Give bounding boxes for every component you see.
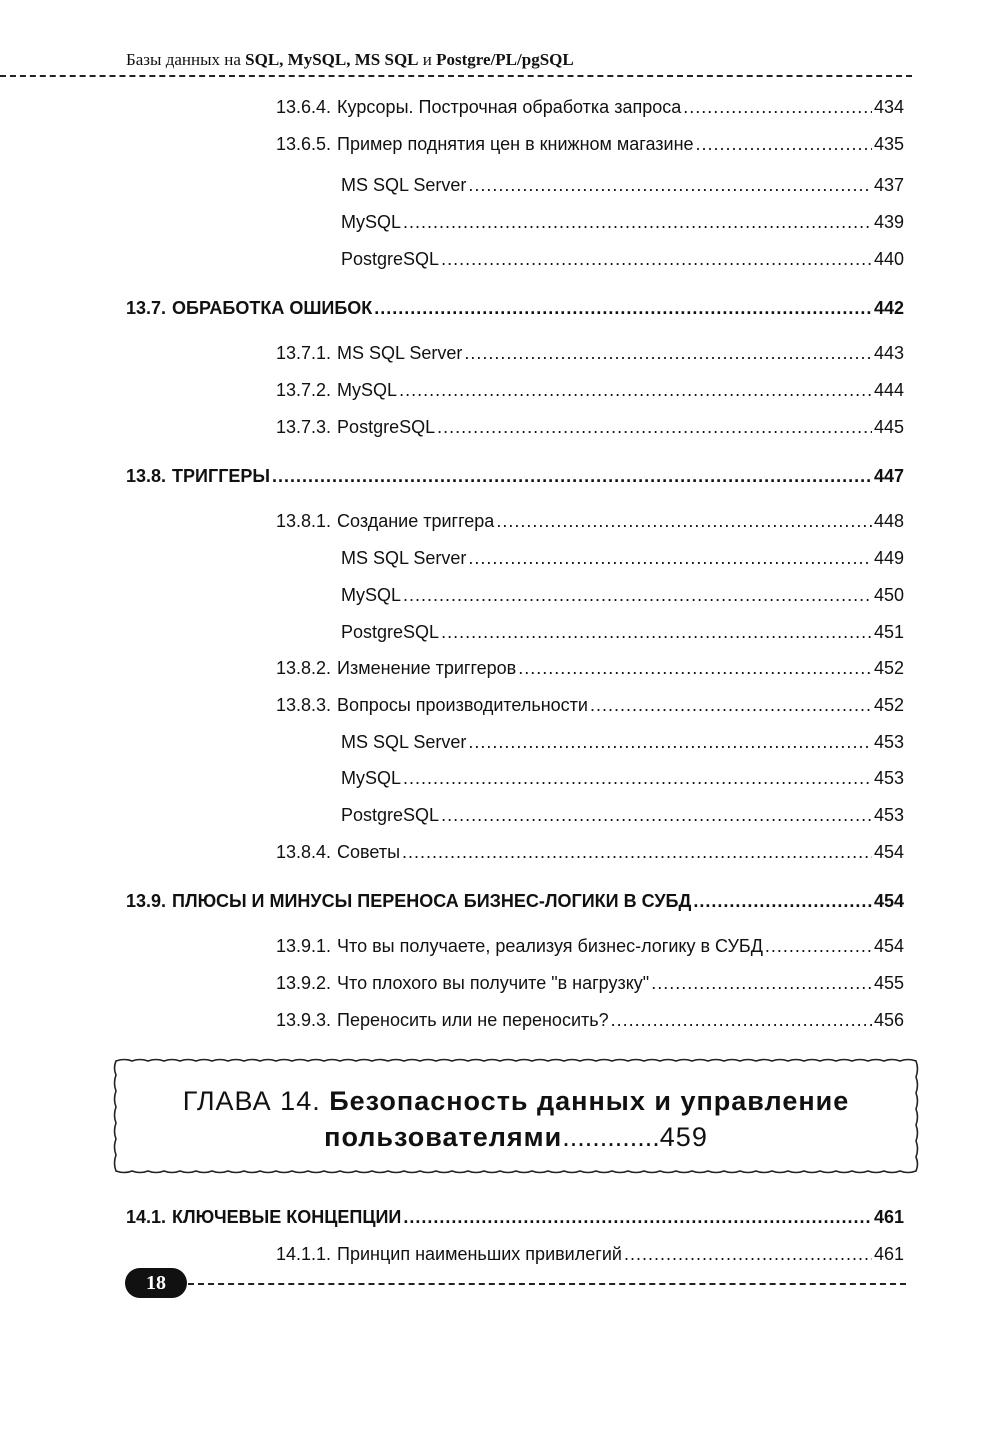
toc-page: 439 [873,212,904,232]
toc-page: 447 [873,466,904,486]
toc-entry-ms-sql-server[interactable] [341,731,904,753]
toc-page: 443 [873,343,904,363]
toc-entry-13-6-4[interactable] [276,96,904,118]
toc-entry-13-7-2[interactable] [276,379,904,401]
toc-page: 461 [873,1207,904,1227]
page-number-badge: 18 [125,1268,187,1298]
toc-page: 451 [873,622,904,642]
toc-page: 454 [873,842,904,862]
running-head-postgres: Postgre/PL/pgSQL [436,50,574,69]
dot-leader [403,211,872,233]
dot-leader [683,96,872,118]
toc-page: 453 [873,768,904,788]
toc-page: 434 [873,97,904,117]
toc-number: 13.7. [126,298,167,318]
toc-entry-ms-sql-server[interactable] [341,174,904,196]
toc-title: PostgreSQL [341,249,440,269]
toc-entry-14-1-1[interactable] [276,1243,904,1265]
toc-number: 13.6.4. [276,97,332,117]
toc-entry-mysql[interactable] [341,767,904,789]
toc-entry-postgresql[interactable] [341,248,904,270]
toc-entry-13-8-2[interactable] [276,657,904,679]
dot-leader [624,1243,872,1265]
dot-leader [651,972,872,994]
toc-title: MySQL [337,380,398,400]
toc-number: 13.8. [126,466,167,486]
dot-leader [437,416,872,438]
toc-title: ПЛЮСЫ И МИНУСЫ ПЕРЕНОСА БИЗНЕС-ЛОГИКИ В СУБД [172,891,692,911]
toc-number: 13.8.4. [276,842,332,862]
toc-entry-13-9-2[interactable] [276,972,904,994]
toc-entry-postgresql[interactable] [341,621,904,643]
dot-leader [403,767,872,789]
toc-title: ОБРАБОТКА ОШИБОК [172,298,373,318]
toc-section-13-9[interactable] [126,890,904,912]
toc-page: 455 [873,973,904,993]
dot-leader [441,804,872,826]
toc-page: 456 [873,1010,904,1030]
chapter-14-banner[interactable] [110,1055,922,1177]
toc-entry-13-7-1[interactable] [276,342,904,364]
toc-title: Изменение триггеров [337,658,517,678]
toc-title: PostgreSQL [337,417,436,437]
toc-title: MySQL [341,212,402,232]
dot-leader [441,248,872,270]
dot-leader [374,297,872,319]
toc-page: 442 [873,298,904,318]
toc-page: 452 [873,658,904,678]
toc-page: 440 [873,249,904,269]
dot-leader [468,174,872,196]
toc-title: Что вы получаете, реализуя бизнес-логику в СУБД [337,936,763,956]
dot-leader [590,694,872,716]
toc-title: MS SQL Server [337,343,463,363]
toc-page: 437 [873,175,904,195]
chapter-heading [110,1083,922,1155]
toc-number: 13.9. [126,891,167,911]
chapter-label: ГЛАВА 14. [182,1086,321,1116]
toc-title: Советы [337,842,401,862]
toc-number: 14.1.1. [276,1244,332,1264]
dot-leader [272,465,872,487]
toc-title: Вопросы производительности [337,695,588,715]
toc-title: Что плохого вы получите "в нагрузку" [337,973,650,993]
toc-number: 13.8.2. [276,658,332,678]
toc-number: 13.7.1. [276,343,332,363]
toc-title: Переносить или не переносить? [337,1010,609,1030]
running-head [126,50,574,70]
toc-entry-postgresql[interactable] [341,804,904,826]
toc-title: Пример поднятия цен в книжном магазине [337,134,694,154]
toc-entry-ms-sql-server[interactable] [341,547,904,569]
toc-page: 449 [873,548,904,568]
dot-leader [765,935,872,957]
toc-entry-13-6-5[interactable] [276,133,904,155]
toc-section-13-8[interactable] [126,465,904,487]
toc-entry-mysql[interactable] [341,584,904,606]
toc-number: 13.9.3. [276,1010,332,1030]
dot-leader [399,379,872,401]
chapter-title-line2: пользователями [324,1122,563,1152]
toc-number: 14.1. [126,1207,167,1227]
toc-page: 453 [873,805,904,825]
toc-number: 13.8.3. [276,695,332,715]
toc-page: 461 [873,1244,904,1264]
toc-number: 13.7.2. [276,380,332,400]
toc-entry-13-8-1[interactable] [276,510,904,532]
toc-page: 450 [873,585,904,605]
dot-leader [403,1206,872,1228]
dot-leader [468,547,872,569]
dot-leader [496,510,872,532]
dot-leader [693,890,872,912]
toc-entry-13-8-3[interactable] [276,694,904,716]
toc-title: Создание триггера [337,511,495,531]
toc-title: PostgreSQL [341,622,440,642]
toc-page: 445 [873,417,904,437]
toc-entry-13-9-3[interactable] [276,1009,904,1031]
toc-page: 453 [873,732,904,752]
toc-title: MS SQL Server [341,732,467,752]
toc-number: 13.8.1. [276,511,332,531]
toc-title: MS SQL Server [341,548,467,568]
footer-dashed-rule [188,1283,906,1285]
toc-page: 448 [873,511,904,531]
running-head-and: и [418,50,437,69]
toc-entry-13-7-3[interactable] [276,416,904,438]
toc-title: PostgreSQL [341,805,440,825]
dot-leader [464,342,872,364]
chapter-title-line1: Безопасность данных и управление [329,1086,850,1116]
toc-section-14-1[interactable] [126,1206,904,1228]
toc-title: MS SQL Server [341,175,467,195]
toc-section-13-7[interactable] [126,297,904,319]
toc-number: 13.7.3. [276,417,332,437]
header-dashed-rule [0,75,912,77]
toc-title: MySQL [341,585,402,605]
toc-title: Курсоры. Построчная обработка запроса [337,97,682,117]
toc-page: 435 [873,134,904,154]
toc-entry-mysql[interactable] [341,211,904,233]
toc-page: 444 [873,380,904,400]
toc-number: 13.9.1. [276,936,332,956]
dot-leader [518,657,872,679]
toc-page: 452 [873,695,904,715]
toc-page: 454 [873,936,904,956]
dot-leader [402,841,872,863]
dot-leader [696,133,872,155]
toc-title: ТРИГГЕРЫ [172,466,271,486]
toc-number: 13.6.5. [276,134,332,154]
dot-leader [403,584,872,606]
dot-leader [468,731,872,753]
chapter-dot-leader: ............. [562,1122,660,1152]
toc-page: 454 [873,891,904,911]
toc-number: 13.9.2. [276,973,332,993]
toc-entry-13-9-1[interactable] [276,935,904,957]
toc-title: MySQL [341,768,402,788]
toc-entry-13-8-4[interactable] [276,841,904,863]
dot-leader [441,621,872,643]
dot-leader [611,1009,872,1031]
toc-title: КЛЮЧЕВЫЕ КОНЦЕПЦИИ [172,1207,402,1227]
toc-title: Принцип наименьших привилегий [337,1244,622,1264]
chapter-page: 459 [659,1122,708,1152]
running-head-sql: SQL, MySQL, MS SQL [245,50,419,69]
running-head-prefix: Базы данных на [126,50,246,69]
